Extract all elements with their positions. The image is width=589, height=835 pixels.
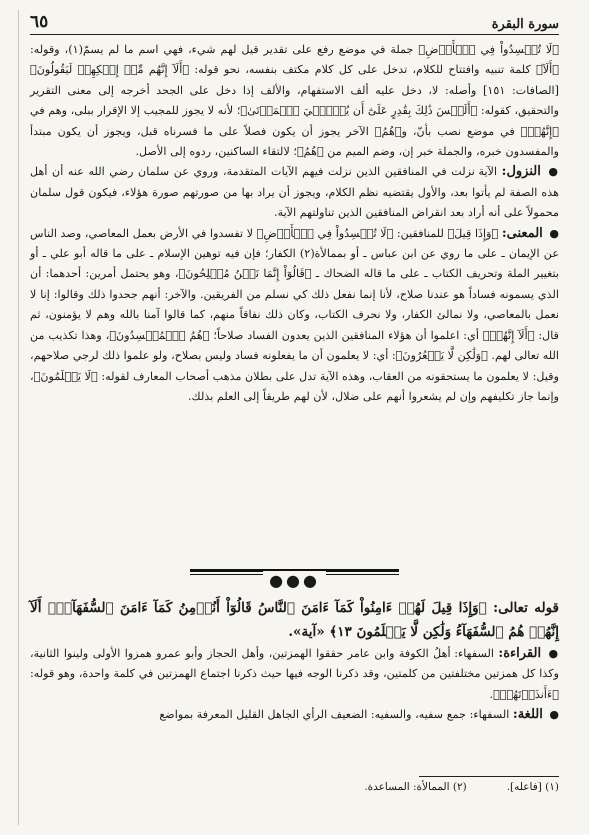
page-header [30,6,559,35]
page-edge [18,10,19,825]
footnotes [30,781,559,793]
verse-paragraph [30,596,559,644]
maana-text: ﴿وَإِذَا قِيلَ﴾ للمنافقين: ﴿لَا تُفۡسِدُواْ فِي ٱلۡأَرۡضِ﴾ لا تفسدوا في الأرض بعمل المعاصي، وصد الناس عن الإيمان ـ على ما روي عن ابن عباس ـ أو بممالأة(٢) الكفار؛ فإن فيه توهين الإسلام ـ على ما قاله أبو علي ـ أو بتغيير الملة وتحريف الكتاب ـ على ما قاله الضحاك ـ ﴿قَالُوٓاْ إِنَّمَا نَحۡنُ مُصۡلِحُونَ﴾، وهو يحتمل أمرين: أحدهما: أن الذي يسمونه فساداً هو عندنا صلاح، لأنا إنما نفعل ذلك كي نسلم من الفريقين. والآخر: أنهم جحدوا ذلك وقالوا: إنا لا نعمل بالمعاصي، ولا نمالئ الكفار، ولا نحرف الكتاب، وكان ذلك نفاقاً منهم، كما قالوا آمنا بالله وهم لا يؤمنون، ثم قال: ﴿أَلَآ إِنَّهُمۡ﴾ أي: اعلموا أن هؤلاء المنافقين الذين يعدون الفساد صلاحاً؛ ﴿هُمُ ٱلۡمُفۡسِدُونَ﴾، وهذا تكذيب من الله تعالى لهم. ﴿وَلَٰكِن لَّا يَشۡعُرُونَ﴾: أي: لا يعلمون أن ما يفعلونه فساد وليس بصلاح، ولو علموا ذلك لرجي صلاحهم، وقيل: لا يعلمون ما يستحقونه من العقاب، وهذه الآية تدل على بطلان مذهب أصحاب المعارف لقوله: ﴿لَا يَعۡلَمُونَ﴾، وإنما جاز تكليفهم وإن لم يشعروا أنهم على ضلال، لأن لهم طريقاً إلى العلم بذلك. [30,226,559,403]
qiraa-text: السفهاء: أهلُ الكوفة وابن عامر حققوا الهمزتين، وأهل الحجاز وأبو عمرو همزوا الأولى ولينوا الثانية، وكذا كل همزتين مختلفتين من كلمتين، وقد ذكرنا الوجه فيها حيث ذكرنا اجتماع الهمزتين في كلمة واحدة، وهو قوله: ﴿ءَأَنذَرۡتَهُمۡ﴾. [30,647,559,701]
divider-dots-icon: ●●● [263,571,326,590]
paragraph-lugha [30,705,559,725]
verse-text: ﴿وَإِذَا قِيلَ لَهُمۡ ءَامِنُواْ كَمَآ ءَامَنَ ٱلنَّاسُ قَالُوٓاْ أَنُؤۡمِنُ كَمَآ ءَامَنَ ٱلسُّفَهَآءُۗ أَلَآ إِنَّهُمۡ هُمُ ٱلسُّفَهَآءُ وَلَٰكِن لَّا يَعۡلَمُونَ ١٣﴾ «آية». [30,600,559,640]
lugha-text: السفهاء: جمع سفيه، والسفيه: الضعيف الرأي الجاهل القليل المعرفة بمواضع [159,708,510,722]
footnote-2: (٢) الممالأة: المساعدة. [364,781,467,793]
bullet-icon: ● [549,226,559,240]
bullet-icon: ● [549,708,559,722]
bullet-icon: ● [548,647,559,660]
paragraph-1: ﴿لَا تُفۡسِدُواْ فِي ٱلۡأَرۡضِ﴾ جملة في موضع رفع على تقدير قيل لهم شيء، فهي اسم ما لم يسمّ(١)، وقوله: ﴿أَلَآ﴾ كلمة تنبيه وافتتاح للكلام، تدخل على كل كلام مكتف بنفسه، نحو قوله: ﴿أَلَآ إِنَّهُم مِّنۡ إِفۡكِهِمۡ لَيَقُولُونَ﴾ [الصافات: ١٥١] وأصله: لا، دخل عليه ألف الاستفهام، والألف إذا دخل على الجحد أخرجه إلى معنى التقرير والتحقيق، كقوله: ﴿أَلَيۡسَ ذَٰلِكَ بِقَٰدِرٍ عَلَىٰٓ أَن يُحۡـِۧيَ ٱلۡمَوۡتَىٰ﴾؛ لأنه لا يجوز للمجيب إلا الإقرار ببلى، وهم في ﴿إِنَّهُمۡ﴾ في موضع نصب بأنّ، و﴿هُمُ﴾ الآخر يجوز أن يكون فصلاً على ما فسرناه قبل، ويجوز أن يكون مبتدأ والمفسدون خبره، والجملة خبر إن، وضم الميم من ﴿هُمُ﴾؛ لالتقاء الساكنين، ردوه إلى الأصل. [30,43,559,159]
paragraph-qiraa [30,644,559,705]
verse-label: قوله تعالى: [493,600,560,616]
nuzul-text: الآية نزلت في المنافقين الذين نزلت فيهم الآيات المتقدمة، وروي عن سلمان رضي الله عنه أن أهل هذه الصفة لم يأتوا بعد، والأول يقتضيه نظم الكلام، ويجوز أن يراد بها من صورتهم صورة هؤلاء، فيكون قول سلمان محمولاً على أنه أراد بعد انقراض المنافقين الذين تناولتهم الآية. [30,165,559,220]
lugha-label: اللغة: [512,707,543,723]
footnote-1: (١) [فاعله]. [506,781,559,793]
footnote-rule [419,776,559,777]
paragraph-nuzul [30,162,559,223]
second-section [30,596,559,726]
bullet-icon: ● [548,165,560,179]
qiraa-label: القراءة: [498,646,542,661]
paragraph-maana [30,224,559,408]
maana-label: المعنى: [501,225,543,241]
nuzul-label: النزول: [501,164,541,180]
page-number: ٦٥ [30,12,49,32]
main-text [30,40,559,407]
surah-title: سورة البقرة [491,17,559,32]
section-divider [190,566,399,590]
